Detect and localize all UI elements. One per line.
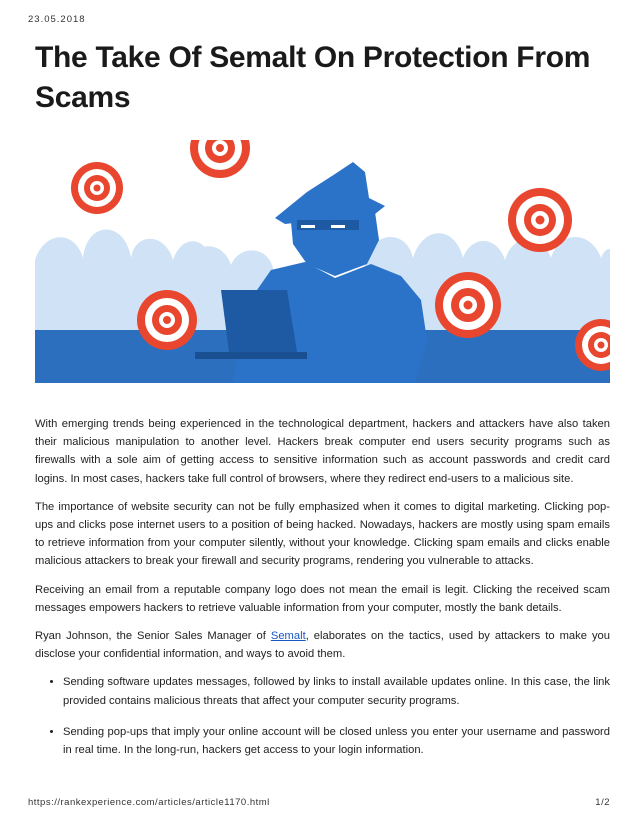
tactics-list: [35, 673, 610, 759]
list-item: • Sending software updates messages, followed by links to install available updates online. In this case, the link provided contains malicious threats that affect your computer security programs.: [63, 673, 610, 709]
semalt-link[interactable]: Semalt: [270, 630, 306, 643]
print-date: 23.05.2018: [28, 14, 86, 25]
article-body: [35, 415, 610, 772]
paragraph: [35, 627, 610, 663]
paragraph-text: , elaborates on the tactics, used by attackers to make you disclose your confidential information, and ways to avoid them.: [35, 630, 610, 661]
list-item: • Sending pop-ups that imply your online account will be closed unless you enter your username and password in real time. In the long-run, hackers get access to your login information.: [63, 723, 610, 759]
paragraph-text: Ryan Johnson, the Senior Sales Manager of: [35, 630, 271, 643]
page-footer: [28, 797, 610, 808]
footer-url: https://rankexperience.com/articles/article1170.html: [28, 797, 270, 808]
paragraph: With emerging trends being experienced in the technological department, hackers and attackers have also taken their malicious manipulation to another level. Hackers break computer end users security programs such as firewalls with a sole aim of getting access to sensitive information such as account passwords and credit card logins. In most cases, hackers take full control of browsers, where they redirect end-users to a malicious site.: [35, 418, 610, 485]
article-title: The Take Of Semalt On Protection From Scams: [35, 41, 591, 114]
paragraph: The importance of website security can not be fully emphasized when it comes to digital marketing. Clicking pop-ups and clicks pose internet users to a position of being hacked. Nowadays, hackers are mostly using spam emails to retrieve information from your computer silently, without your knowledge. Clicking spam emails and clicks enable malicious attackers to break your firewall and security programs, rendering you vulnerable to attacks.: [35, 500, 610, 568]
paragraph: Receiving an email from a reputable company logo does not mean the email is legit. Clicking the received scam messages empowers hackers to retrieve valuable information from your computer, mostly the bank details.: [35, 583, 610, 614]
hero-image: [35, 140, 610, 383]
page-number: 1/2: [595, 797, 610, 808]
